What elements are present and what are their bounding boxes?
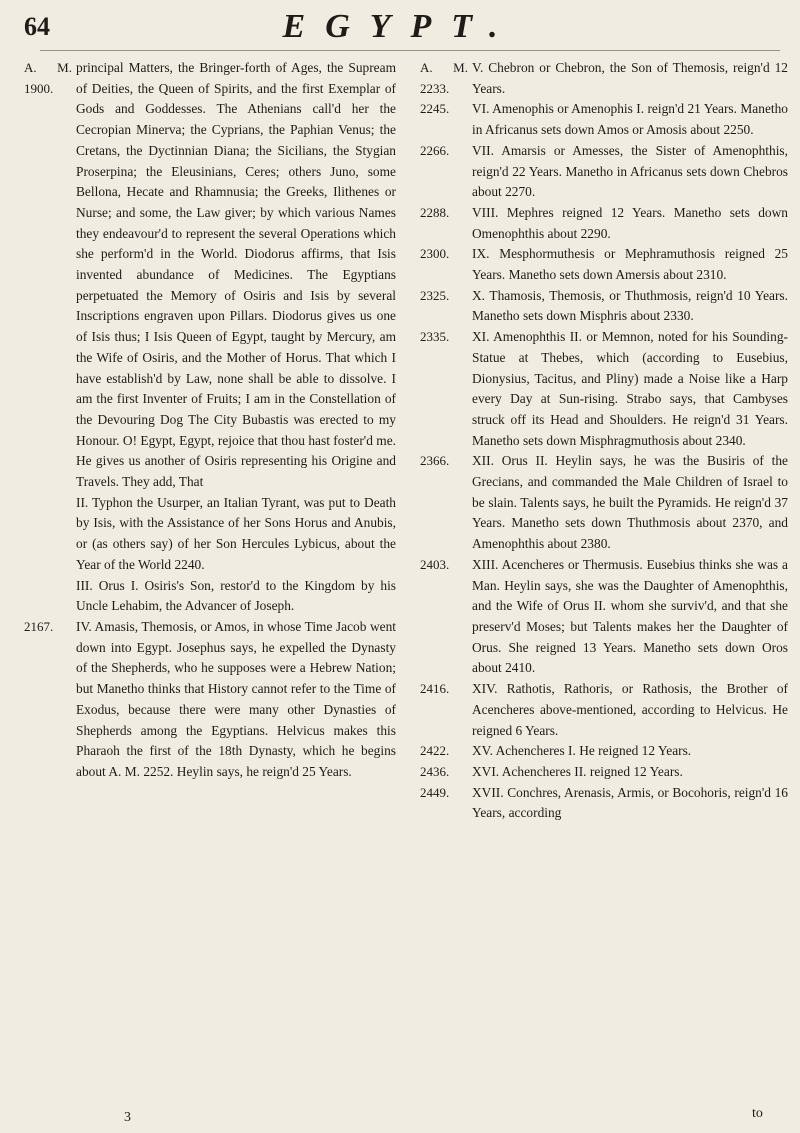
- running-title: EGYPT.: [282, 8, 518, 45]
- entry: [24, 58, 396, 493]
- entry-year: A. M. 1900.: [24, 60, 72, 96]
- entry: [24, 576, 396, 617]
- entry: [420, 451, 788, 555]
- entry: [420, 741, 788, 762]
- entry: [420, 58, 788, 99]
- page-number: 64: [24, 12, 50, 41]
- header-rule: [40, 50, 780, 51]
- entry-text: XV. Achencheres I. He reigned 12 Years.: [472, 743, 692, 759]
- entry: [420, 327, 788, 451]
- entry: [24, 617, 396, 783]
- entry-year: 2366.: [420, 453, 450, 469]
- entry-text: II. Typhon the Usurper, an Italian Tyrant, was put to Death by Isis, with the Assistance of her Sons Horus and Anubis, or (as others say) of her Son Hercules Lybicus, about the Year of the World 2240.: [76, 494, 396, 572]
- entry: [420, 783, 788, 824]
- left-column: [24, 58, 396, 783]
- entry: [420, 762, 788, 783]
- entry-year: 2422.: [420, 743, 450, 759]
- entry-text: principal Matters, the Bringer-forth of Ages, the Supream of Deities, the Queen of Spirits, and the first Exemplar of Gods and Goddesses. The Athenians call'd her the Cecropian Minerva; the Cyprians, the Paphian Venus; the Cretans, the Dyctinnian Diana; the Sicilians, the Stygian Proserpina; the Eleusinians, Ceres; others Juno, some Bellona, Hecate and Rhamnusia; the Greeks, Ilithenes or Nurse; and some, the Law giver; by which various Names they endeavour'd to represent the several Operations which she perform'd in the World. Diodorus affirms, that Isis invented abundance of Medicines. The Egyptians perpetuated the Memory of Osiris and Isis by several Inscriptions engraven upon Pillars. Diodorus gives us one of Isis thus; I Isis Queen of Egypt, taught by Mercury, am the Wife of Osiris, and the Mother of Horus. That which I have establish'd by Law, none shall be able to dissolve. I am the first Inventer of Fruits; I am in the Constellation of the Devouring Dog The City Bubastis was erected to my Honour. O! Egypt, Egypt, rejoice that thou hast foster'd me. He gives us another of Osiris representing his Origine and Travels. They add, That: [76, 60, 396, 490]
- entry-text: VIII. Mephres reigned 12 Years. Manetho sets down Omenophthis about 2290.: [472, 204, 788, 241]
- catchword: to: [752, 1106, 763, 1121]
- entry-text: VII. Amarsis or Amesses, the Sister of Amenophthis, reign'd 22 Years. Manetho in Africanus sets down Chebros about 2270.: [472, 142, 788, 200]
- entry: [420, 679, 788, 741]
- entry-text: XVI. Achencheres II. reigned 12 Years.: [472, 763, 683, 779]
- entry-year: 2300.: [420, 246, 450, 262]
- entry: [420, 244, 788, 285]
- entry-text: XII. Orus II. Heylin says, he was the Busiris of the Grecians, and commanded the Male Children of Israel to be slain. Talents says, he built the Pyramids. He reign'd 37 Years. Manetho sets down Thuthmosis about 2370, and Amenophthis about 2380.: [472, 453, 788, 552]
- entry-text: X. Thamosis, Themosis, or Thuthmosis, reign'd 10 Years. Manetho sets down Misphris about 2330.: [472, 287, 788, 324]
- entry: [420, 555, 788, 679]
- entry: [24, 493, 396, 576]
- signature-mark: 3: [124, 1110, 131, 1125]
- entry-text: VI. Amenophis or Amenophis I. reign'd 21 Years. Manetho in Africanus sets down Amos or Amosis about 2250.: [472, 101, 788, 138]
- entry-year: 2449.: [420, 784, 450, 800]
- entry-year: 2335.: [420, 329, 450, 345]
- entry-text: XIV. Rathotis, Rathoris, or Rathosis, the Brother of Acencheres above-mentioned, according to Helvicus. He reigned 6 Years.: [472, 681, 788, 738]
- entry-text: XI. Amenophthis II. or Memnon, noted for his Sounding-Statue at Thebes, which (according to Eusebius, Dionysius, Tacitus, and Pliny) made a Noise like a Harp every Day at Sun-rising. Strabo says, that Cambyses struck off its Head and Shoulders. He reign'd 31 Years. Manetho sets down Misphragmuthosis about 2340.: [472, 329, 788, 448]
- entry-year: 2416.: [420, 681, 450, 697]
- entry-year: 2266.: [420, 142, 450, 158]
- entry-text: V. Chebron or Chebron, the Son of Themosis, reign'd 12 Years.: [472, 60, 788, 96]
- entry-text: XVII. Conchres, Arenasis, Armis, or Bocohoris, reign'd 16 Years, according: [472, 784, 788, 821]
- entry: [420, 99, 788, 140]
- entry-text: XIII. Acencheres or Thermusis. Eusebius thinks she was a Man. Heylin says, she was the Daughter of Amenophthis, and the Wife of Orus II. whom she surviv'd, and that she preserv'd Moses; but Talents makes her the Daughter of Orus. She reigned 13 Years. Manetho sets down Oros about 2410.: [472, 556, 788, 676]
- entry-year: 2436.: [420, 763, 450, 779]
- entry-year: 2325.: [420, 287, 450, 303]
- entry-year: A. M. 2233.: [420, 60, 468, 96]
- entry: [420, 286, 788, 327]
- entry-year: 2403.: [420, 556, 450, 572]
- entry-year: 2288.: [420, 204, 450, 220]
- entry-text: IX. Mesphormuthesis or Mephramuthosis reigned 25 Years. Manetho sets down Amersis about 2310.: [472, 246, 788, 283]
- entry: [420, 141, 788, 203]
- entry-text: IV. Amasis, Themosis, or Amos, in whose Time Jacob went down into Egypt. Josephus says, he expelled the Dynasty of the Shepherds, who he supposes were a Hebrew Nation; but Manetho thinks that History cannot refer to the Time of Exodus, because there were many other Dynasties of Shepherds among the Egyptians. Helvicus makes this Pharaoh the first of the 18th Dynasty, which he begins about A. M. 2252. Heylin says, he reign'd 25 Years.: [76, 618, 396, 779]
- entry-year: 2167.: [24, 618, 54, 634]
- right-column: [420, 58, 788, 824]
- entry-text: III. Orus I. Osiris's Son, restor'd to the Kingdom by his Uncle Lehabim, the Advancer of Joseph.: [76, 577, 396, 614]
- entry: [420, 203, 788, 244]
- entry-year: 2245.: [420, 101, 450, 117]
